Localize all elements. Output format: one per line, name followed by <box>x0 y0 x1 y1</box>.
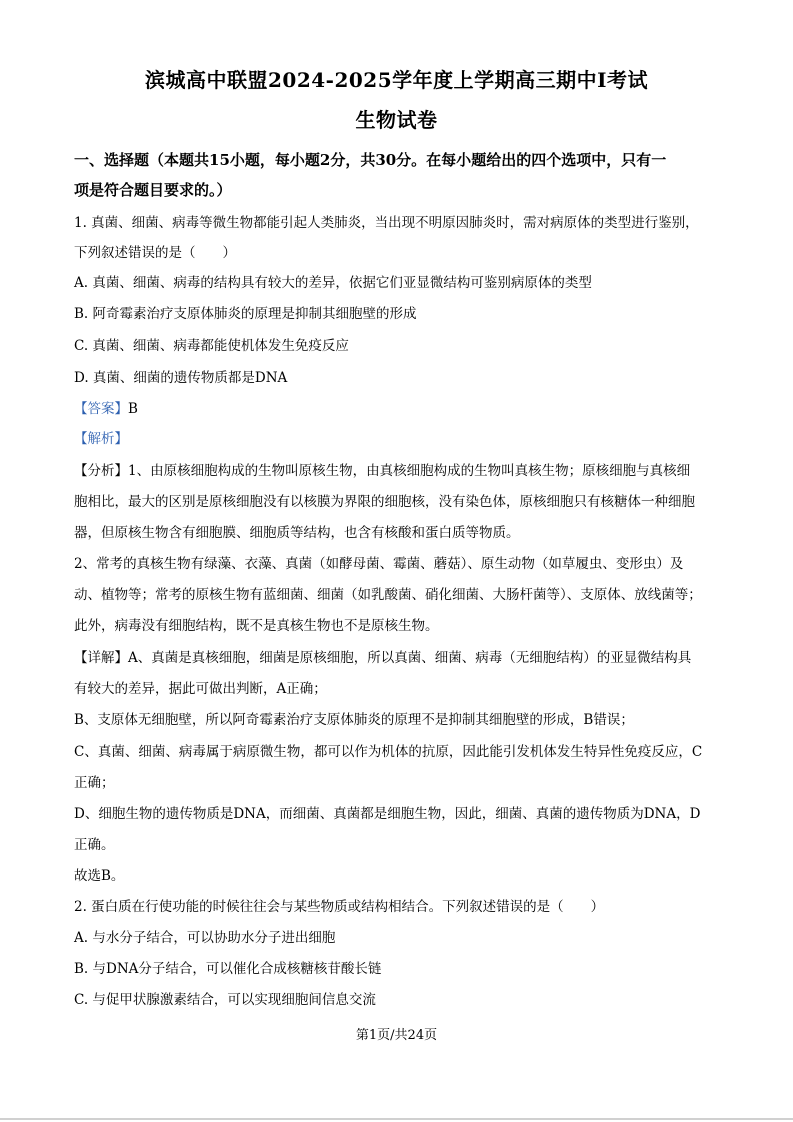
q1-analysis-line-2: 胞相比，最大的区别是原核细胞没有以核膜为界限的细胞核，没有染色体，原核细胞只有核糖体一种细胞 <box>74 494 695 510</box>
q1-analysis-line-1: 【分析】1、由原核细胞构成的生物叫原核生物，由真核细胞构成的生物叫真核生物；原核细胞与真核细 <box>74 463 691 479</box>
answer-tag: 【答案】 <box>74 401 128 417</box>
q2-option-b: B. 与DNA分子结合，可以催化合成核糖核苷酸长链 <box>74 961 382 977</box>
q1-detail-line-6: D、细胞生物的遗传物质是DNA，而细菌、真菌都是细胞生物，因此，细菌、真菌的遗传物质为DNA，D <box>74 806 701 822</box>
section-heading-line-2: 项是符合题目要求的。） <box>74 181 232 199</box>
q1-detail-line-8: 故选B。 <box>74 868 125 884</box>
q2-option-c: C. 与促甲状腺激素结合，可以实现细胞间信息交流 <box>74 992 376 1008</box>
q1-option-c: C. 真菌、细菌、病毒都能使机体发生免疫反应 <box>74 338 349 354</box>
q2-stem: 2. 蛋白质在行使功能的时候往往会与某些物质或结构相结合。下列叙述错误的是（ ） <box>74 899 605 915</box>
q1-stem-line-1: 1. 真菌、细菌、病毒等微生物都能引起人类肺炎，当出现不明原因肺炎时，需对病原体的类型进行鉴别， <box>74 215 699 231</box>
q1-detail-line-4: C、真菌、细菌、病毒属于病原微生物，都可以作为机体的抗原，因此能引发机体发生特异性免疫反应，C <box>74 744 703 760</box>
q1-option-a: A. 真菌、细菌、病毒的结构具有较大的差异，依据它们亚显微结构可鉴别病原体的类型 <box>74 275 592 291</box>
q1-analysis-line-4: 2、常考的真核生物有绿藻、衣藻、真菌（如酵母菌、霉菌、蘑菇）、原生动物（如草履虫、变形虫）及 <box>74 556 684 572</box>
q1-detail-line-5: 正确； <box>74 775 115 791</box>
q1-detail-line-3: B、支原体无细胞壁，所以阿奇霉素治疗支原体肺炎的原理不是抑制其细胞壁的形成，B错误； <box>74 712 634 728</box>
q1-answer-line <box>74 400 724 418</box>
page-subtitle: 生物试卷 <box>355 108 438 132</box>
q1-detail-line-2: 有较大的差异，据此可做出判断，A正确； <box>74 681 327 697</box>
page-bottom-divider <box>0 1118 793 1120</box>
q2-option-a: A. 与水分子结合，可以协助水分子进出细胞 <box>74 930 336 946</box>
q1-analysis-line-6: 此外，病毒没有细胞结构，既不是真核生物也不是原核生物。 <box>74 618 439 634</box>
q1-stem-line-2: 下列叙述错误的是（ ） <box>74 245 236 261</box>
page-number: 第1页/共24页 <box>355 1028 438 1043</box>
q1-option-b: B. 阿奇霉素治疗支原体肺炎的原理是抑制其细胞壁的形成 <box>74 306 417 322</box>
q1-analysis-line-5: 动、植物等；常考的原核生物有蓝细菌、细菌（如乳酸菌、硝化细菌、大肠杆菌等）、支原体、放线菌等； <box>74 587 702 603</box>
analysis-tag: 【解析】 <box>74 431 128 447</box>
section-heading-line-1: 一、选择题（本题共15小题，每小题2分，共30分。在每小题给出的四个选项中，只有一 <box>74 151 667 169</box>
q1-detail-line-1: 【详解】A、真菌是真核细胞，细菌是原核细胞，所以真菌、细菌、病毒（无细胞结构）的亚显微结构具 <box>74 650 692 666</box>
page-title: 滨城高中联盟2024-2025学年度上学期高三期中Ⅰ考试 <box>145 68 648 92</box>
answer-value: B <box>128 401 138 417</box>
q1-detail-line-7: 正确。 <box>74 837 115 853</box>
q1-analysis-line-3: 器，但原核生物含有细胞膜、细胞质等结构，也含有核酸和蛋白质等物质。 <box>74 525 520 541</box>
q1-option-d: D. 真菌、细菌的遗传物质都是DNA <box>74 370 288 386</box>
